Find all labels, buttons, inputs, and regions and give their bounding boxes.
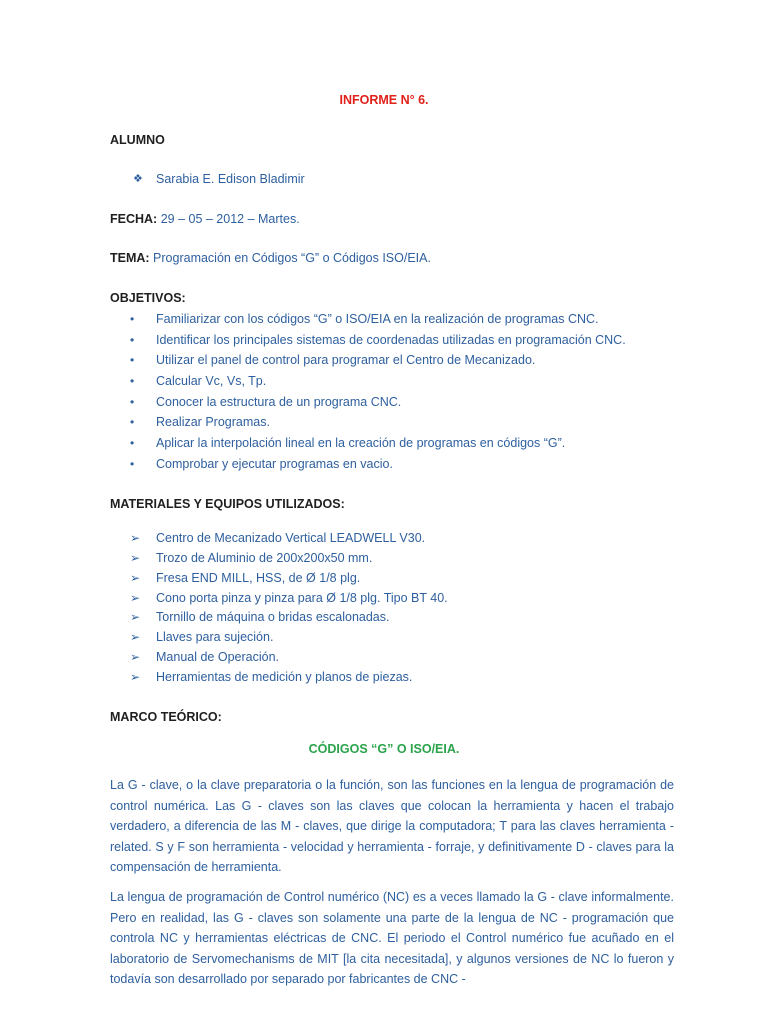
bullet-icon: •	[130, 353, 135, 367]
tema-line	[110, 251, 431, 265]
objetivo-text: Aplicar la interpolación lineal en la creación de programas en códigos “G”.	[156, 436, 566, 450]
paragraph-2: La lengua de programación de Control numérico (NC) es a veces llamado la G - clave informalmente. Pero en realidad, las G - claves son solamente una parte de la lengua de NC - programación que controla NC y herramientas eléctricas de CNC. El periodo el Control numérico fue acuñado en el laboratorio de Servomechanisms de MIT [la cita necesitada], y algunos versiones de NC lo fueron y todavía son desarrollado por separado por fabricantes de CNC -	[110, 890, 674, 986]
tema-label: TEMA:	[110, 251, 150, 265]
bullet-icon: •	[130, 333, 135, 347]
marco-label: MARCO TEÓRICO:	[110, 710, 222, 724]
objetivo-text: Familiarizar con los códigos “G” o ISO/EIA en la realización de programas CNC.	[156, 312, 599, 326]
arrow-bullet-icon: ➢	[130, 610, 141, 624]
arrow-bullet-icon: ➢	[130, 670, 141, 684]
objetivo-text: Conocer la estructura de un programa CNC.	[156, 395, 402, 409]
objetivo-text: Utilizar el panel de control para programar el Centro de Mecanizado.	[156, 353, 536, 367]
fecha-line	[110, 212, 300, 226]
materiales-label: MATERIALES Y EQUIPOS UTILIZADOS:	[110, 497, 345, 511]
bullet-icon: •	[130, 374, 135, 388]
material-text: Herramientas de medición y planos de piezas.	[156, 670, 413, 684]
paragraph-1: La G - clave, o la clave preparatoria o la función, son las funciones en la lengua de programación de control numérica. Las G - claves son las claves que colocan la herramienta y hacen el trabajo verdadero, a diferencia de las M - claves, que dirige la computadora; T para las claves herramienta -related. S y F son herramienta - velocidad y herramienta - forraje, y definitivamente D - claves para la compensación de herramienta.	[110, 778, 674, 874]
material-text: Fresa END MILL, HSS, de Ø 1/8 plg.	[156, 571, 361, 585]
fecha-label: FECHA:	[110, 212, 158, 226]
arrow-bullet-icon: ➢	[130, 551, 141, 565]
bullet-icon: •	[130, 457, 135, 471]
material-text: Centro de Mecanizado Vertical LEADWELL V30.	[156, 531, 426, 545]
tema-value: Programación en Códigos “G” o Códigos ISO/EIA.	[149, 251, 431, 265]
bullet-icon: •	[130, 436, 135, 450]
diamond-bullet-icon: ❖	[133, 173, 143, 185]
objetivo-text: Calcular Vc, Vs, Tp.	[156, 374, 267, 388]
arrow-bullet-icon: ➢	[130, 571, 141, 585]
material-text: Tornillo de máquina o bridas escalonadas.	[156, 610, 390, 624]
section-title: CÓDIGOS “G” O ISO/EIA.	[308, 742, 460, 756]
objetivos-label: OBJETIVOS:	[110, 291, 186, 305]
fecha-value: 29 – 05 – 2012 – Martes.	[157, 212, 300, 226]
objetivo-text: Identificar los principales sistemas de coordenadas utilizadas en programación CNC.	[156, 333, 626, 347]
document-title: INFORME N° 6.	[339, 93, 429, 107]
arrow-bullet-icon: ➢	[130, 531, 141, 545]
arrow-bullet-icon: ➢	[130, 630, 141, 644]
material-text: Trozo de Aluminio de 200x200x50 mm.	[156, 551, 373, 565]
material-text: Llaves para sujeción.	[156, 630, 274, 644]
bullet-icon: •	[130, 395, 135, 409]
material-text: Manual de Operación.	[156, 650, 279, 664]
alumno-label: ALUMNO	[110, 133, 165, 147]
objetivo-text: Comprobar y ejecutar programas en vacio.	[156, 457, 393, 471]
bullet-icon: •	[130, 312, 135, 326]
arrow-bullet-icon: ➢	[130, 591, 141, 605]
arrow-bullet-icon: ➢	[130, 650, 141, 664]
bullet-icon: •	[130, 415, 135, 429]
objetivo-text: Realizar Programas.	[156, 415, 270, 429]
material-text: Cono porta pinza y pinza para Ø 1/8 plg. Tipo BT 40.	[156, 591, 448, 605]
alumno-name: Sarabia E. Edison Bladimir	[156, 172, 305, 186]
